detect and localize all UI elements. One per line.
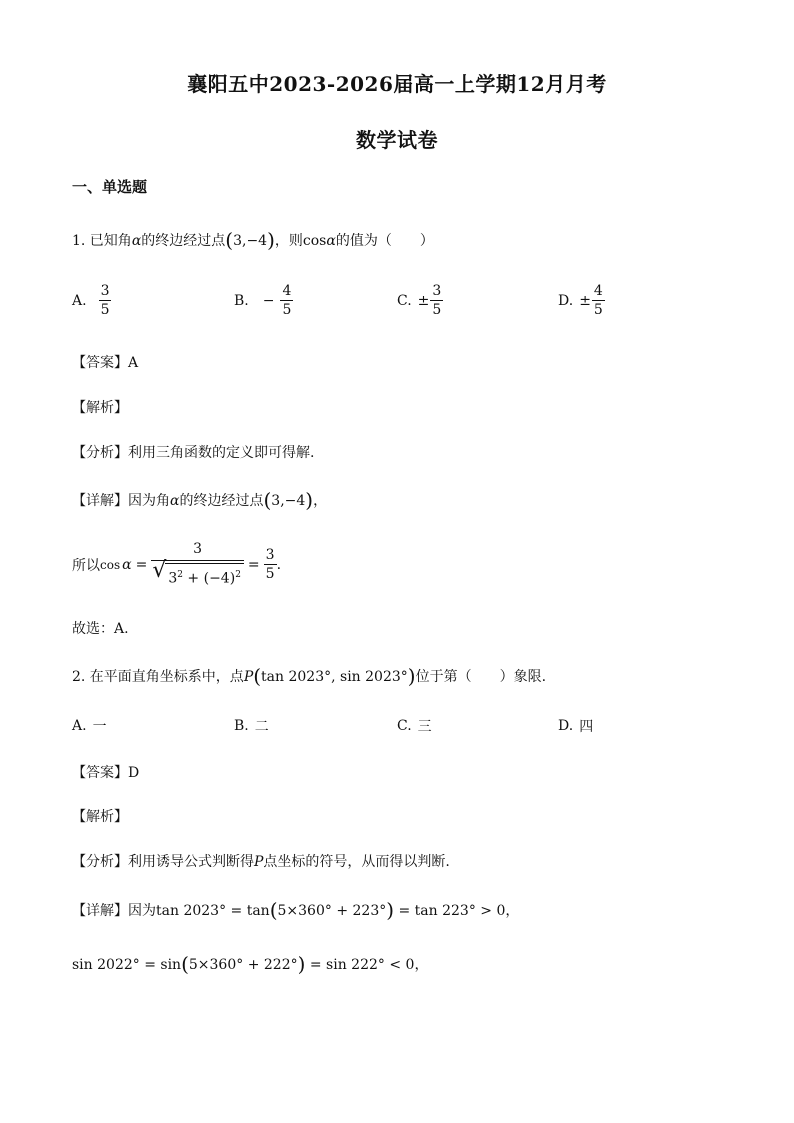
q2-stem: 2. 在平面直角坐标系中，点P(tan 2023°, sin 2023°)位于第（ ）象限.	[72, 664, 547, 688]
q1-derivation: 所以 cos α = 3 √ $3^2 + (-4)^2$ = $\frac{3}{5}$ .	[72, 538, 281, 592]
q1-analysis-tag: 【解析】	[72, 400, 128, 416]
q2-analysis-tag: 【解析】	[72, 809, 128, 825]
q1-stem: 1. 已知角α的终边经过点(3,−4)，则cosα的值为（ ）	[72, 228, 434, 252]
alpha-symbol: α	[131, 233, 142, 249]
sqrt-expression: √ $3^2 + (-4)^2$	[165, 563, 244, 590]
q2-fenxi: 【分析】利用诱导公式判断得P点坐标的符号，从而得以判断.	[72, 854, 450, 870]
q1-choose: 故选：A.	[72, 621, 129, 637]
q2-coords: tan 2023°, sin 2023°	[261, 669, 408, 685]
exam-subtitle: 数学试卷	[356, 128, 438, 152]
q1-detail: 【详解】因为角α的终边经过点(3,−4)，	[72, 488, 328, 512]
q1-option-a: A. $\frac{3}{5}$	[72, 283, 110, 318]
q1-point: 3,−4	[233, 233, 268, 249]
q2-option-d: D. 四	[558, 718, 594, 735]
q1-option-b: B. − $\frac{4}{5}$	[234, 283, 292, 318]
fraction: $\frac{3}{5}$	[100, 283, 110, 318]
section-heading: 一、单选题	[72, 178, 148, 196]
result-fraction: $\frac{3}{5}$	[265, 547, 275, 583]
q2-option-c: C. 三	[397, 718, 432, 735]
q2-option-a: A. 一	[72, 718, 107, 735]
exam-title: 襄阳五中2023-2026届高一上学期12月月考	[187, 72, 607, 96]
q2-detail-sin: sin 2022° = sin(5×360° + 222°) = sin 222° < 0，	[72, 952, 429, 976]
fraction: $\frac{3}{5}$	[432, 283, 442, 318]
fraction: $\frac{4}{5}$	[282, 283, 292, 318]
q1-option-c: C. ± $\frac{3}{5}$	[397, 283, 442, 318]
q2-answer: 【答案】D	[72, 765, 140, 781]
q1-fenxi: 【分析】利用三角函数的定义即可得解.	[72, 445, 315, 461]
fraction: $\frac{4}{5}$	[593, 283, 603, 318]
cos-fraction: 3 √ $3^2 + (-4)^2$	[151, 538, 244, 592]
q1-answer: 【答案】A	[72, 355, 139, 371]
q2-option-b: B. 二	[234, 718, 269, 735]
q2-detail-tan: 【详解】因为tan 2023° = tan(5×360° + 223°) = tan 223° > 0，	[72, 898, 520, 922]
q1-option-d: D. ± $\frac{4}{5}$	[558, 283, 603, 318]
